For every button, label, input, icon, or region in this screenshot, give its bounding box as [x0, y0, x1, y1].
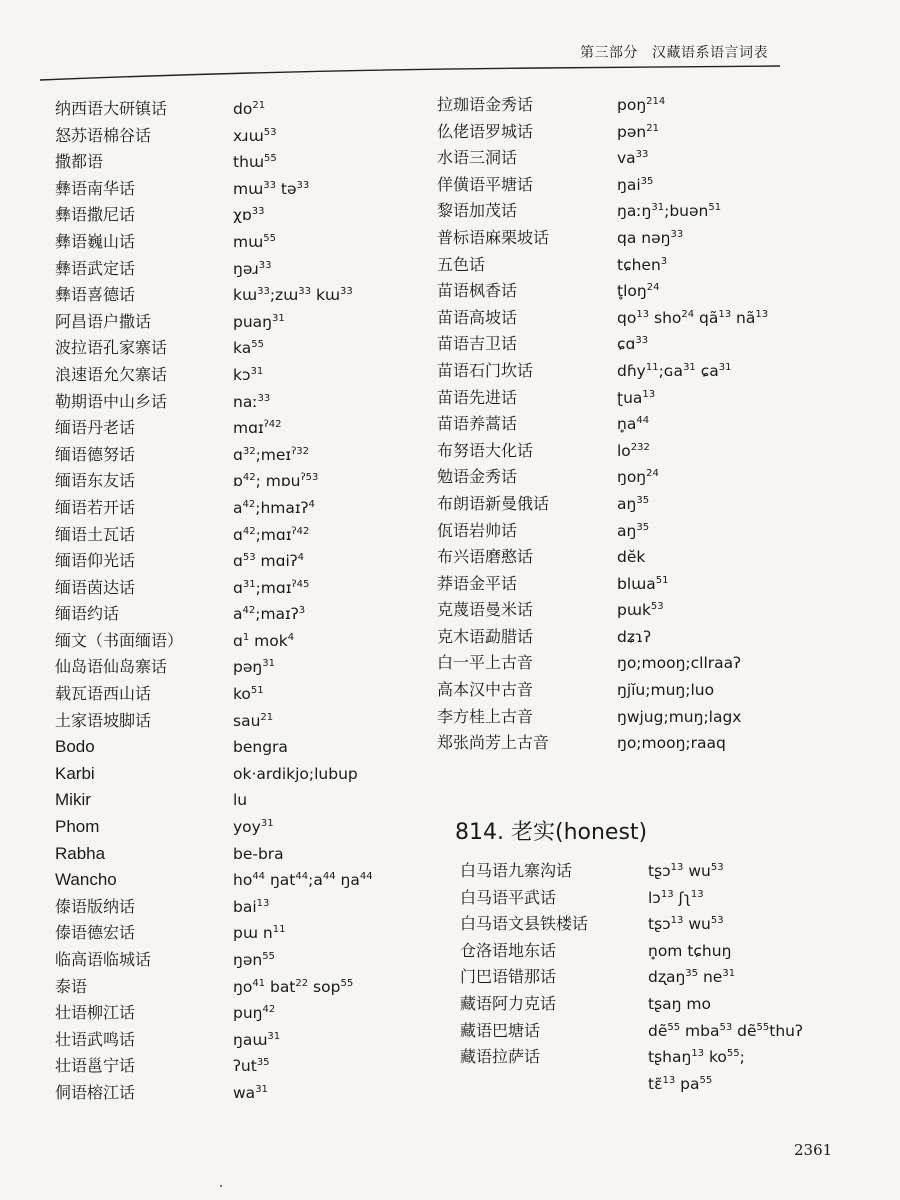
language-name: 白马语文县铁楼话 [460, 914, 589, 934]
language-name: 白马语九寨沟话 [460, 861, 573, 880]
language-name: 郑张尚芳上古音 [437, 733, 550, 753]
word-form: ŋwjug;muŋ;lagx [617, 707, 742, 726]
language-name: 普标语麻栗坡话 [437, 227, 550, 247]
word-form: ŋo;mooŋ;cllraaʔ [617, 654, 742, 673]
word-form: tʂhaŋ$^{13}$ $ko^{55}$; [648, 1048, 745, 1067]
word-form: $aŋ^{35}$ [617, 494, 650, 513]
header-title: 汉藏语系语言词表 [652, 45, 768, 61]
word-form: lu [233, 791, 248, 810]
word-form: ŋəɹ$^{33}$ [233, 259, 272, 278]
word-form: ʈua$^{13}$ [617, 388, 656, 407]
language-name: 缅语德努话 [55, 444, 136, 464]
language-name: 彝语喜德话 [55, 285, 136, 305]
language-name: 勒期语中山乡话 [55, 391, 168, 411]
language-name: Phom [55, 817, 100, 837]
word-form: mɯ$^{55}$ [233, 232, 276, 251]
word-form: naː$^{33}$ [233, 392, 271, 411]
word-form: xɹɯ$^{53}$ [233, 126, 277, 145]
language-name: 彝语武定话 [55, 258, 136, 278]
word-form: ŋai$^{35}$ [617, 175, 654, 194]
language-name: 缅文（书面缅语） [55, 630, 184, 650]
language-name: 缅语茵达话 [55, 577, 136, 597]
word-form: tʂɔ$^{13}$ $wu^{53}$ [648, 862, 724, 880]
language-name: 土家语坡脚话 [55, 710, 152, 730]
word-form: ɕɑ$^{33}$ [617, 335, 649, 354]
language-name: 彝语撒尼话 [55, 205, 136, 225]
language-name: 彝语南华话 [55, 178, 136, 198]
word-form: pɯk$^{53}$ [617, 601, 664, 620]
language-name: 缅语丹老话 [55, 418, 136, 438]
language-name: 苗语吉卫话 [437, 334, 518, 354]
word-form: χɒ$^{33}$ [233, 206, 265, 225]
word-form: ɑ$^{42}$;mɑɪ$^{ʔ42}$ [233, 525, 310, 544]
word-form: ɑ$^{31}$;mɑɪ$^{ʔ45}$ [233, 578, 310, 597]
word-form: poŋ$^{214}$ [617, 96, 666, 114]
language-name: 侗语榕江话 [55, 1082, 136, 1102]
language-name: 克木语勐腊话 [437, 626, 534, 646]
word-form: ɑ$^{32}$;meɪ$^{ʔ32}$ [233, 445, 310, 464]
language-name: 怒苏语棉谷话 [55, 125, 152, 145]
language-name: Rabha [55, 843, 106, 863]
language-name: 仓洛语地东话 [460, 940, 557, 960]
language-name: 仙岛语仙岛寨话 [55, 657, 168, 677]
word-form: puŋ$^{42}$ [233, 1004, 276, 1023]
word-form: $wa^{31}$ [233, 1083, 268, 1102]
language-name: 苗语高坡话 [437, 307, 518, 327]
language-name: 李方桂上古音 [437, 706, 534, 726]
word-form: n̥om tɕhuŋ [648, 941, 732, 960]
word-form: $a^{42};maɪʔ^3$ [233, 605, 306, 624]
language-name: 撒都语 [55, 152, 104, 172]
language-name: 傣语德宏话 [55, 923, 136, 943]
language-name: 缅语东友话 [55, 471, 136, 491]
language-name: 水语三洞话 [437, 148, 518, 168]
language-name: 藏语巴塘话 [460, 1020, 541, 1040]
language-name: 拉珈语金秀话 [437, 95, 534, 114]
word-form: pən$^{21}$ [617, 122, 659, 141]
word-form: $a^{42};hmaɪʔ^4$ [233, 498, 315, 517]
language-name: 缅语仰光话 [55, 551, 136, 571]
language-name: 仫佬语罗城话 [437, 121, 534, 141]
language-name: 高本汉中古音 [437, 680, 534, 700]
section-number: 814. [455, 820, 504, 845]
language-name: 勉语金秀话 [437, 467, 518, 487]
language-name: 壮语武鸣话 [55, 1029, 136, 1049]
language-name: 阿昌语户撒话 [55, 311, 152, 331]
word-form: pɯ $n^{11}$ [233, 924, 286, 943]
word-form: sau$^{21}$ [233, 711, 274, 730]
word-form: pəŋ$^{31}$ [233, 658, 275, 677]
language-name: 纳西语大研镇话 [55, 99, 168, 118]
word-form: kɯ$^{33}$;zɯ$^{33}$ kɯ$^{33}$ [233, 286, 353, 305]
word-form: $qo^{13}$ sho$^{24}$ $qã^{13}$ $nã^{13}$ [617, 308, 769, 327]
language-name: 白马语平武话 [460, 887, 557, 907]
language-name: 白一平上古音 [437, 653, 534, 673]
word-form: dẽ$^{55}$ mba$^{53}$ dẽ$^{55}$thuʔ [648, 1021, 803, 1040]
word-form: tɕhen$^3$ [617, 255, 668, 274]
language-name: 克蔑语曼米话 [437, 600, 534, 620]
word-form: dɦy$^{11}$;ɢa$^{31}$ ɕa$^{31}$ [617, 361, 732, 380]
word-form: $lo^{232}$ [617, 441, 650, 460]
word-form: mɑɪ$^{ʔ42}$ [233, 419, 282, 438]
word-form: ɑ$^{53}$ mɑiʔ$^4$ [233, 552, 305, 571]
word-form: mɯ$^{33}$ tə$^{33}$ [233, 179, 310, 198]
language-name: 彝语巍山话 [55, 231, 136, 251]
word-form: $ka^{55}$ [233, 339, 264, 358]
word-form: ŋo;mooŋ;raaq [617, 734, 726, 753]
word-form: $va^{33}$ [617, 149, 649, 168]
language-name: 布兴语磨憨话 [437, 547, 534, 567]
section-title: 老实(honest) [510, 820, 648, 845]
page-number: 2361 [794, 1141, 833, 1159]
word-form: kɔ$^{31}$ [233, 365, 264, 384]
language-name: 布朗语新曼俄话 [437, 493, 550, 513]
language-name: 傣语版纳话 [55, 896, 136, 916]
language-name: 黎语加茂话 [437, 201, 518, 221]
word-form: tʂɔ$^{13}$ $wu^{53}$ [648, 915, 724, 934]
header-rule [40, 64, 780, 82]
word-form: ɑ$^1$ mok$^4$ [233, 631, 295, 650]
word-form: ŋaːŋ$^{31}$;buən$^{51}$ [617, 202, 722, 221]
language-name: 莽语金平话 [437, 573, 518, 593]
language-name: 壮语柳江话 [55, 1003, 136, 1023]
word-form: $do^{21}$ [233, 100, 266, 118]
word-form: tɛ̃$^{13}$ $pa^{55}$ [648, 1074, 713, 1093]
word-form: ɒ$^{42}$; mɒu$^{ʔ53}$ [233, 472, 319, 491]
language-name: 缅语若开话 [55, 497, 136, 517]
word-form: lɔ$^{13}$ ʃʅ$^{13}$ [648, 888, 704, 907]
word-form: puaŋ$^{31}$ [233, 312, 285, 331]
language-name: 泰语 [55, 976, 88, 996]
language-name: 五色话 [437, 254, 486, 274]
word-form: ŋoŋ$^{24}$ [617, 468, 659, 487]
language-name: 藏语阿力克话 [460, 993, 557, 1013]
language-name: 藏语拉萨话 [460, 1047, 541, 1067]
word-form: $ŋo^{41}$ bat$^{22}$ sop$^{55}$ [233, 977, 354, 996]
word-form: dʑɿʔ [617, 627, 652, 646]
word-form: $n̥a^{44}$ [617, 415, 650, 434]
section-heading [455, 815, 647, 846]
word-form: bai$^{13}$ [233, 897, 270, 916]
language-name: 缅语土瓦话 [55, 524, 136, 544]
speck [220, 1185, 222, 1187]
word-form: tʂaŋ mo [648, 994, 711, 1013]
language-name: 苗语枫香话 [437, 281, 518, 301]
language-name: 佤语岩帅话 [437, 520, 518, 540]
language-name: 布努语大化话 [437, 440, 534, 460]
word-form: blɯa$^{51}$ [617, 574, 669, 593]
word-form: dʐaŋ$^{35}$ $ne^{31}$ [648, 968, 736, 987]
language-name: 苗语石门坎话 [437, 360, 534, 380]
word-form: ŋjĭu;muŋ;luo [617, 681, 715, 700]
language-name: 临高语临城话 [55, 950, 152, 969]
word-form: yoy$^{31}$ [233, 818, 274, 837]
language-name: Karbi [55, 763, 95, 783]
language-name: 载瓦语西山话 [55, 684, 152, 704]
word-form: bengra [233, 738, 288, 757]
language-name: 苗语先进话 [437, 387, 518, 407]
header-part: 第三部分 [580, 45, 638, 61]
word-form: $ho^{44}$ $ŋat^{44};a^{44}$ $ŋa^{44}$ [233, 871, 373, 890]
word-form: qa nəŋ$^{33}$ [617, 228, 684, 247]
language-name: Wancho [55, 870, 117, 890]
word-form: be-bra [233, 844, 284, 863]
word-form: ŋaɯ$^{31}$ [233, 1030, 281, 1049]
language-name: 壮语邕宁话 [55, 1056, 136, 1076]
language-name: 佯僙语平塘话 [437, 174, 534, 194]
word-form: ʔut$^{35}$ [233, 1057, 270, 1076]
word-form: $ko^{51}$ [233, 685, 264, 704]
language-name: 门巴语错那话 [460, 967, 557, 987]
word-form: thɯ$^{55}$ [233, 153, 277, 172]
word-form: ŋən$^{55}$ [233, 951, 275, 969]
word-form: dĕk [617, 548, 646, 567]
language-name: 苗语养蒿话 [437, 414, 518, 434]
language-name: Bodo [55, 737, 95, 757]
word-form: ok·ardikjo;lubup [233, 764, 358, 783]
language-name: 波拉语孔家寨话 [55, 338, 168, 358]
word-form: $aŋ^{35}$ [617, 521, 650, 540]
language-name: Mikir [55, 790, 91, 810]
language-name: 缅语约话 [55, 604, 120, 624]
language-name: 浪速语允欠寨话 [55, 364, 168, 384]
running-header [580, 42, 768, 62]
word-form: t̥loŋ$^{24}$ [617, 282, 660, 301]
